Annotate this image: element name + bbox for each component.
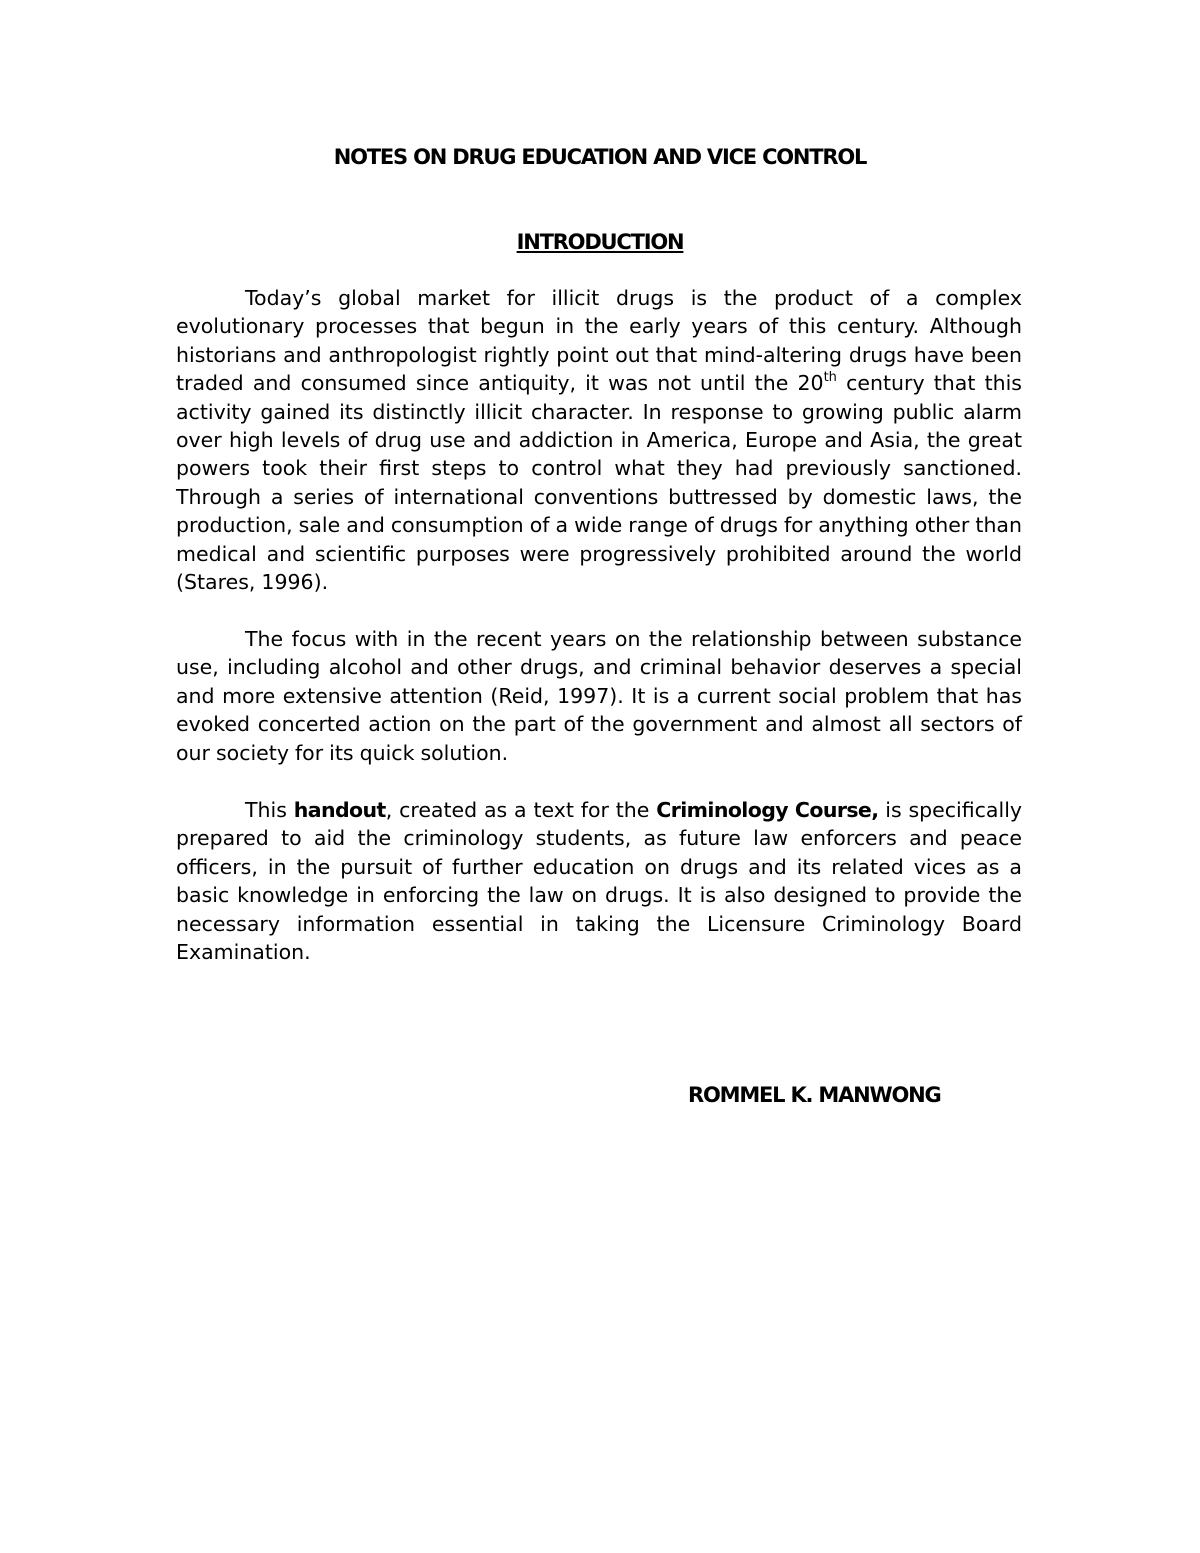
bold-criminology-course: Criminology Course, <box>656 798 879 822</box>
document-title: NOTES ON DRUG EDUCATION AND VICE CONTROL <box>333 145 867 169</box>
paragraph-3-text-c: is specifically prepared to aid the criminology students, as future law enforcers and peace officers, in the pursuit of further education on drugs and its related vices as a basic knowledge in enforcing the law on drugs. It is also designed to provide the necessary information essential in taking the Licensure Criminology Board Examination. <box>176 798 1023 965</box>
paragraph-3 <box>176 796 1022 966</box>
paragraph-1-text-a: Today’s global market for illicit drugs is the product of a complex evolutionary processes that begun in the early years of this century. Although historians and anthropologist rightly point out that mind-altering drugs have been traded and consumed since antiquity, it was not until the 20 <box>176 286 1022 396</box>
section-heading-introduction: INTRODUCTION <box>516 230 684 254</box>
bold-handout: handout <box>293 798 386 822</box>
superscript-th: th <box>823 370 837 386</box>
paragraph-1 <box>176 284 1022 596</box>
paragraph-2 <box>176 625 1022 767</box>
paragraph-3-text-a: This <box>245 798 294 822</box>
paragraph-3-text-b: , created as a text for the <box>385 798 657 822</box>
paragraph-2-text: The focus with in the recent years on the relationship between substance use, including alcohol and other drugs, and criminal behavior deserves a special and more extensive attention (Reid, 1997). It is a current social problem that has evoked concerted action on the part of the government and almost all sectors of our society for its quick solution. <box>176 627 1022 765</box>
paragraph-1-text-b: century that this activity gained its distinctly illicit character. In response to growing public alarm over high levels of drug use and addiction in America, Europe and Asia, the great powers took their first steps to control what they had previously sanctioned. Through a series of international conventions buttressed by domestic laws, the production, sale and consumption of a wide range of drugs for anything other than medical and scientific purposes were progressively prohibited around the world (Stares, 1996). <box>176 371 1022 595</box>
author-signature: ROMMEL K. MANWONG <box>688 1083 941 1107</box>
